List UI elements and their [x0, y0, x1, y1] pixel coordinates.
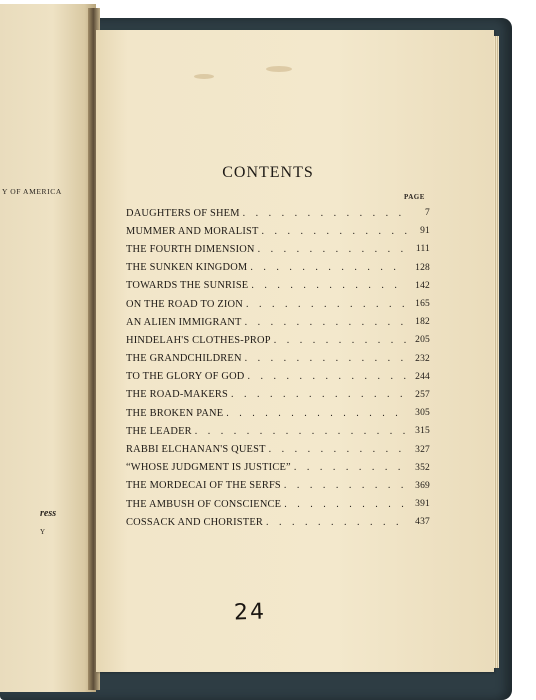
left-page-fragment: Y — [40, 528, 46, 536]
toc-entry — [126, 495, 430, 513]
toc-entry-page: 232 — [415, 353, 430, 364]
leader-dots — [266, 517, 407, 528]
leader-dots — [243, 208, 407, 219]
toc-entry-title: RABBI ELCHANAN'S QUEST — [126, 444, 266, 456]
toc-entry-title: TO THE GLORY OF GOD — [126, 371, 245, 383]
leader-dots — [195, 426, 407, 437]
leader-dots — [262, 226, 407, 237]
leader-dots — [284, 480, 407, 491]
toc-entry-page: 244 — [415, 371, 430, 382]
toc-entry-page: 369 — [415, 480, 430, 491]
toc-entry — [126, 240, 430, 258]
toc-entry-title: THE ROAD-MAKERS — [126, 389, 229, 401]
toc-entry — [126, 386, 430, 404]
toc-entry — [126, 313, 430, 331]
toc-entry-page: 165 — [415, 299, 430, 310]
toc-entry-title: “WHOSE JUDGMENT IS JUSTICE” — [126, 462, 291, 474]
toc-entry — [126, 277, 430, 295]
toc-entry-title: HINDELAH'S CLOTHES-PROP — [126, 334, 271, 346]
toc-entry-title: DAUGHTERS OF SHEM — [126, 207, 240, 219]
toc-entry — [126, 295, 430, 313]
toc-entry — [126, 477, 430, 495]
toc-entry-page: 91 — [420, 226, 430, 237]
toc-entry — [126, 513, 430, 531]
leader-dots — [269, 444, 407, 455]
leader-dots — [274, 335, 407, 346]
toc-entry-title: THE BROKEN PANE — [126, 407, 224, 419]
toc-entry — [126, 459, 430, 477]
toc-entry-page: 352 — [415, 462, 430, 473]
toc-entry-title: COSSACK AND CHORISTER — [126, 516, 263, 528]
toc-entry — [126, 259, 430, 277]
toc-entry-page: 111 — [415, 244, 430, 255]
contents-title: CONTENTS — [222, 164, 314, 181]
leader-dots — [294, 462, 407, 473]
toc-entry-page: 391 — [415, 499, 430, 510]
left-page-fragment: Y OF AMERICA — [2, 187, 62, 196]
stain — [266, 66, 292, 72]
toc-entry-title: THE LEADER — [126, 425, 192, 437]
leader-dots — [284, 499, 407, 510]
left-page — [0, 4, 96, 692]
toc-entry-title: TOWARDS THE SUNRISE — [126, 280, 249, 292]
leader-dots — [226, 408, 407, 419]
toc-entry-title: MUMMER AND MORALIST — [126, 225, 259, 237]
leader-dots — [250, 262, 407, 273]
leader-dots — [251, 280, 407, 291]
toc-entry-page: 315 — [415, 426, 430, 437]
toc-entry-page: 305 — [415, 408, 430, 419]
toc-entry-page: 257 — [415, 389, 430, 400]
leader-dots — [231, 389, 407, 400]
toc-entry — [126, 222, 430, 240]
toc-entry-page: 205 — [415, 335, 430, 346]
toc-entry — [126, 422, 430, 440]
toc-entry-title: AN ALIEN IMMIGRANT — [126, 316, 242, 328]
toc-entry — [126, 350, 430, 368]
toc-entry — [126, 440, 430, 458]
toc-entry — [126, 404, 430, 422]
leader-dots — [248, 371, 408, 382]
toc-entry-page: 7 — [425, 208, 430, 219]
table-of-contents — [126, 204, 430, 531]
toc-entry-title: THE SUNKEN KINGDOM — [126, 262, 248, 274]
stain — [194, 74, 214, 79]
toc-entry — [126, 368, 430, 386]
page-edges — [494, 36, 499, 668]
toc-entry-title: ON THE ROAD TO ZION — [126, 298, 243, 310]
toc-entry-title: THE MORDECAI OF THE SERFS — [126, 480, 281, 492]
toc-entry-title: THE FOURTH DIMENSION — [126, 243, 255, 255]
page-column-header: PAGE — [404, 193, 425, 201]
handwritten-note: 24 — [233, 599, 267, 626]
leader-dots — [258, 244, 407, 255]
toc-entry — [126, 331, 430, 349]
toc-entry-page: 437 — [415, 517, 430, 528]
leader-dots — [245, 317, 407, 328]
left-page-fragment: ress — [40, 508, 57, 519]
toc-entry-page: 142 — [415, 280, 430, 291]
toc-entry-title: THE AMBUSH OF CONSCIENCE — [126, 498, 282, 510]
toc-entry-title: THE GRANDCHILDREN — [126, 353, 242, 365]
toc-entry — [126, 204, 430, 222]
leader-dots — [245, 353, 407, 364]
toc-entry-page: 128 — [415, 262, 430, 273]
toc-entry-page: 327 — [415, 444, 430, 455]
toc-entry-page: 182 — [415, 317, 430, 328]
leader-dots — [246, 299, 407, 310]
